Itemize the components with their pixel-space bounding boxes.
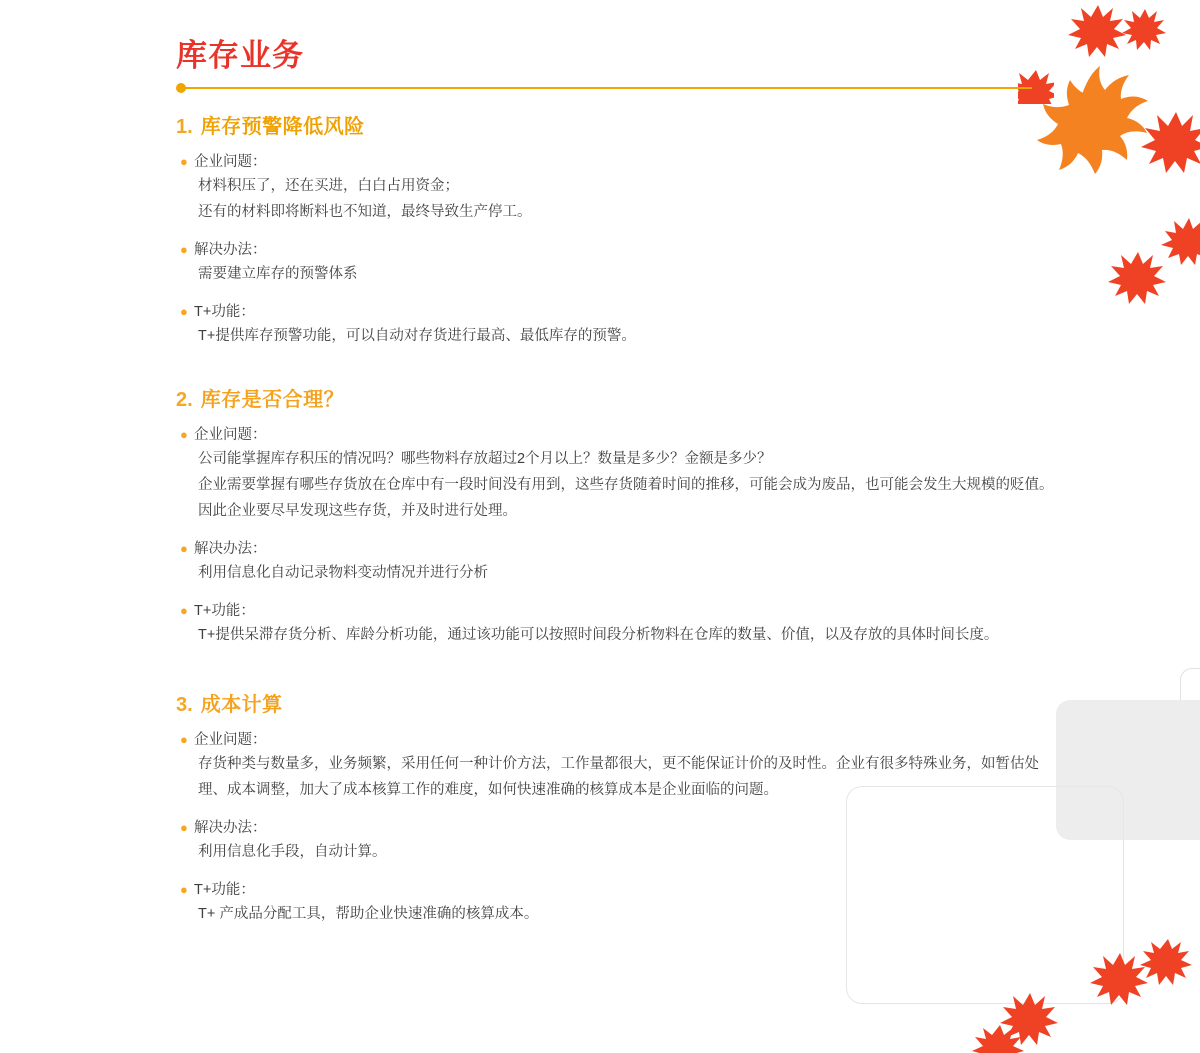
bullet-icon: ● xyxy=(180,732,188,747)
bullet-icon: ● xyxy=(180,154,188,169)
page-title: 库存业务 xyxy=(176,38,304,73)
section-2-block-1 xyxy=(176,424,1056,524)
maple-leaf-divider-icon xyxy=(1018,68,1054,104)
text-line: 存货种类与数量多，业务频繁，采用任何一种计价方法，工作量都很大，更不能保证计价的及时性。企业有很多特殊业务，如暂估处理、成本调整，加大了成本核算工作的难度，如何快速准确的核算成本是企业面临的问题。 xyxy=(198,756,1039,798)
section-1-block-2-label: 解决办法： xyxy=(194,242,267,258)
bullet-icon: ● xyxy=(180,603,188,618)
text-line: T+提供库存预警功能，可以自动对存货进行最高、最低库存的预警。 xyxy=(198,328,636,344)
title-divider xyxy=(176,87,1032,89)
text-line: T+ 产成品分配工具，帮助企业快速准确的核算成本。 xyxy=(198,906,539,922)
section-2-heading xyxy=(176,383,1056,412)
bullet-icon: ● xyxy=(180,541,188,556)
section-1-title: 库存预警降低风险 xyxy=(200,116,365,138)
divider-line xyxy=(184,87,1032,89)
bullet-icon: ● xyxy=(180,304,188,319)
section-2-block-1-body xyxy=(198,446,1056,524)
text-line: 还有的材料即将断料也不知道，最终导致生产停工。 xyxy=(198,204,532,220)
section-2-block-2-label: 解决办法： xyxy=(194,541,267,557)
section-2-block-2-body xyxy=(198,560,1056,586)
section-2-block-3 xyxy=(176,600,1056,648)
section-2-block-1-label: 企业问题： xyxy=(194,427,267,443)
section-3-block-2-label: 解决办法： xyxy=(194,820,267,836)
section-3-block-1-label: 企业问题： xyxy=(194,732,267,748)
section-2-title: 库存是否合理？ xyxy=(200,389,345,411)
section-2 xyxy=(176,383,1056,648)
text-line: 材料积压了，还在买进，白白占用资金； xyxy=(198,178,459,194)
section-3-heading xyxy=(176,688,1056,717)
section-1-block-3-body xyxy=(198,323,1056,349)
section-2-block-3-body xyxy=(198,622,1056,648)
section-1-block-3 xyxy=(176,301,1056,349)
text-line: 需要建立库存的预警体系 xyxy=(198,266,358,282)
bullet-icon: ● xyxy=(180,427,188,442)
bullet-icon: ● xyxy=(180,820,188,835)
bullet-icon: ● xyxy=(180,242,188,257)
text-line: T+提供呆滞存货分析、库龄分析功能，通过该功能可以按照时间段分析物料在仓库的数量、价值，以及存放的具体时间长度。 xyxy=(198,627,999,643)
text-line: 公司能掌握库存积压的情况吗？哪些物料存放超过2个月以上？数量是多少？金额是多少？ xyxy=(198,451,772,467)
section-2-block-3-label: T+功能： xyxy=(194,603,255,619)
text-line: 利用信息化手段，自动计算。 xyxy=(198,844,387,860)
section-1-block-1 xyxy=(176,151,1056,225)
section-2-block-2 xyxy=(176,538,1056,586)
section-1 xyxy=(176,110,1056,349)
bullet-icon: ● xyxy=(180,882,188,897)
section-2-number: 2. xyxy=(176,389,193,411)
ghost-panel-outline xyxy=(846,786,1124,1004)
section-3-title: 成本计算 xyxy=(200,694,283,716)
text-line: 利用信息化自动记录物料变动情况并进行分析 xyxy=(198,565,488,581)
section-1-block-2 xyxy=(176,239,1056,287)
text-line: 企业需要掌握有哪些存货放在仓库中有一段时间没有用到，这些存货随着时间的推移，可能会成为废品，也可能会发生大规模的贬值。因此企业要尽早发现这些存货，并及时进行处理。 xyxy=(198,477,1054,519)
section-1-block-1-body xyxy=(198,173,1056,225)
section-1-block-1-label: 企业问题： xyxy=(194,154,267,170)
section-1-number: 1. xyxy=(176,116,193,138)
section-3-number: 3. xyxy=(176,694,193,716)
section-1-heading xyxy=(176,110,1056,139)
section-1-block-2-body xyxy=(198,261,1056,287)
section-1-block-3-label: T+功能： xyxy=(194,304,255,320)
section-3-block-3-label: T+功能： xyxy=(194,882,255,898)
